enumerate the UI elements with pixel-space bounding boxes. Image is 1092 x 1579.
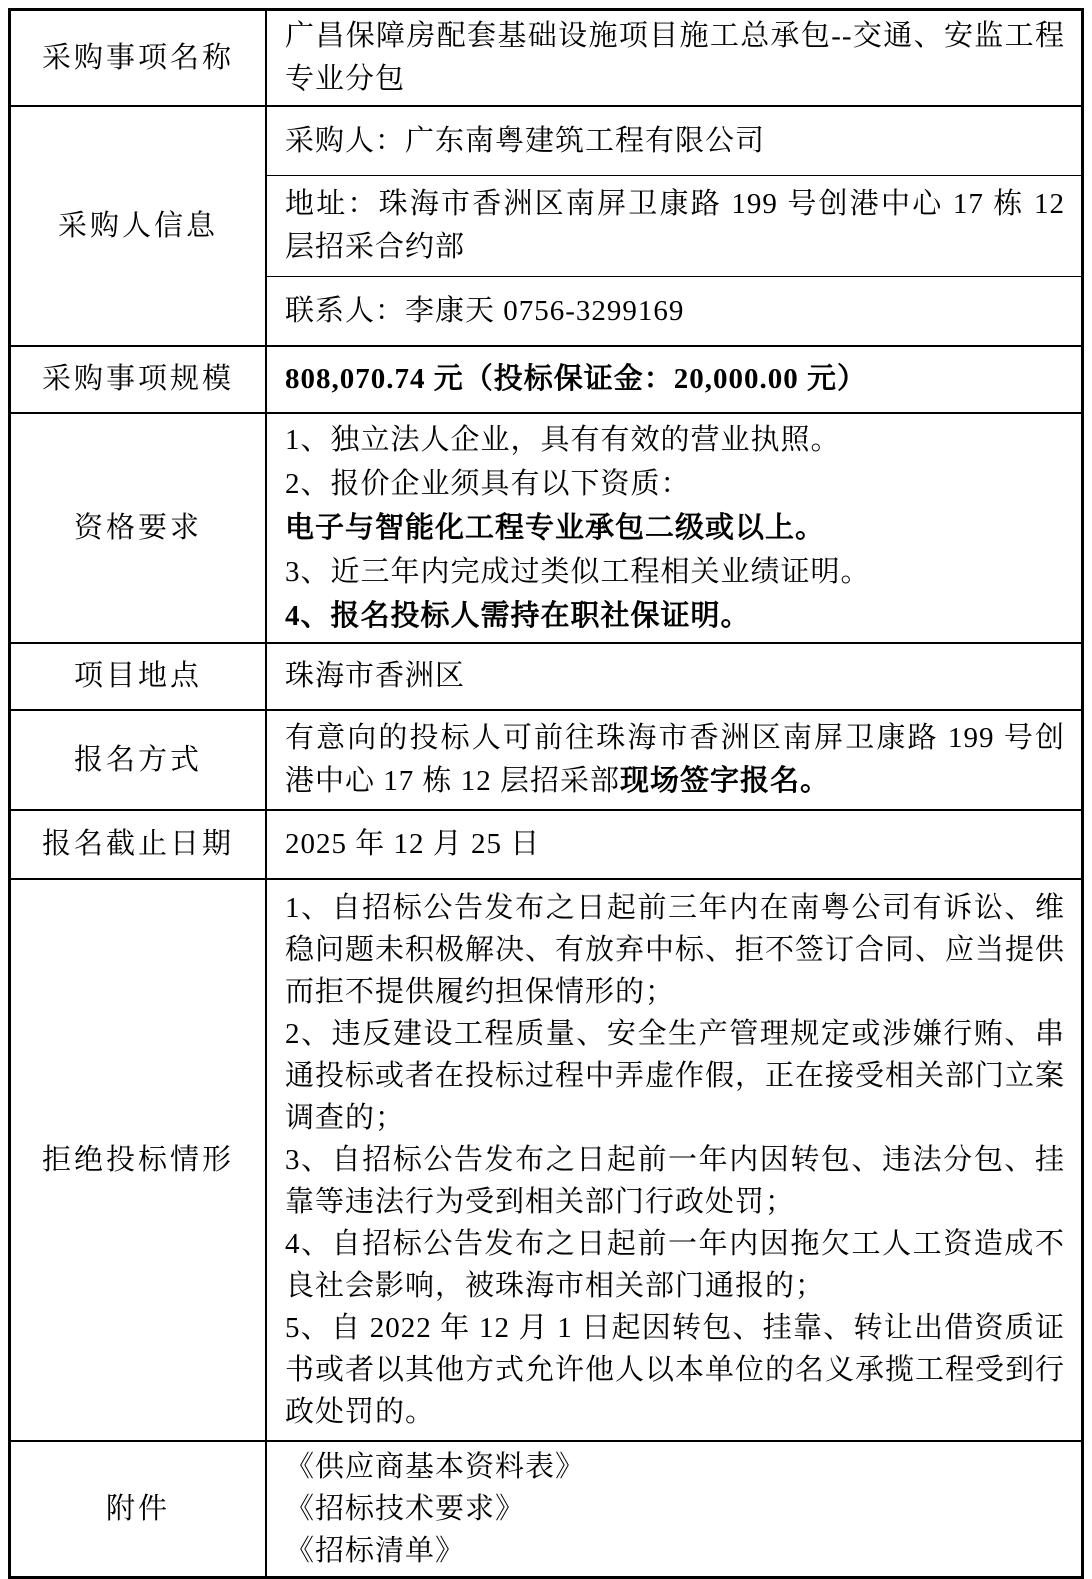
row-location bbox=[10, 643, 1083, 710]
qualification-line-1: 1、独立法人企业，具有有效的营业执照。 bbox=[285, 424, 841, 456]
registration-bold-text: 现场签字报名。 bbox=[620, 765, 831, 797]
location-label: 项目地点 bbox=[10, 643, 267, 710]
row-buyer-info bbox=[10, 106, 1083, 176]
qualification-line-2: 2、报价企业须具有以下资质： bbox=[285, 468, 691, 500]
qualification-line-4: 3、近三年内完成过类似工程相关业绩证明。 bbox=[285, 556, 871, 588]
attachment-item-2: 《招标技术要求》 bbox=[285, 1493, 526, 1525]
rejection-item-5: 5、自 2022 年 12 月 1 日起因转包、挂靠、转让出借资质证书或者以其他方式允许他人以本单位的名义承揽工程受到行政处罚的。 bbox=[285, 1312, 1066, 1428]
row-attachments bbox=[10, 1441, 1083, 1578]
rejection-value bbox=[266, 879, 1083, 1441]
row-registration bbox=[10, 710, 1083, 810]
item-name-label: 采购事项名称 bbox=[10, 10, 267, 107]
attachments-label: 附件 bbox=[10, 1441, 267, 1578]
row-item-name bbox=[10, 10, 1083, 107]
item-name-value: 广昌保障房配套基础设施项目施工总承包--交通、安监工程专业分包 bbox=[266, 10, 1083, 107]
rejection-label: 拒绝投标情形 bbox=[10, 879, 267, 1441]
buyer-address-value: 地址：珠海市香洲区南屏卫康路 199 号创港中心 17 栋 12 层招采合约部 bbox=[266, 176, 1083, 277]
scale-label: 采购事项规模 bbox=[10, 346, 267, 413]
deadline-label: 报名截止日期 bbox=[10, 810, 267, 879]
registration-label: 报名方式 bbox=[10, 710, 267, 810]
qualification-line-3: 电子与智能化工程专业承包二级或以上。 bbox=[285, 512, 826, 544]
qualification-line-5: 4、报名投标人需持在职社保证明。 bbox=[285, 600, 751, 632]
rejection-item-2: 2、违反建设工程质量、安全生产管理规定或涉嫌行贿、串通投标或者在投标过程中弄虚作假，正在接受相关部门立案调查的； bbox=[285, 1018, 1066, 1134]
registration-text: 有意向的投标人可前往珠海市香洲区南屏卫康路 199 号创港中心 17 栋 12 层招采部 bbox=[285, 722, 1065, 797]
rejection-item-3: 3、自招标公告发布之日起前一年内因转包、违法分包、挂靠等违法行为受到相关部门行政处罚； bbox=[285, 1144, 1065, 1218]
attachment-item-3: 《招标清单》 bbox=[285, 1535, 466, 1567]
attachment-item-1: 《供应商基本资料表》 bbox=[285, 1451, 586, 1483]
row-scale bbox=[10, 346, 1083, 413]
row-qualification bbox=[10, 413, 1083, 643]
procurement-notice-table bbox=[8, 8, 1084, 1579]
buyer-info-label: 采购人信息 bbox=[10, 106, 267, 346]
buyer-contact-value: 联系人：李康天 0756-3299169 bbox=[266, 277, 1083, 347]
row-rejection bbox=[10, 879, 1083, 1441]
qualification-value bbox=[266, 413, 1083, 643]
location-value: 珠海市香洲区 bbox=[266, 643, 1083, 710]
scale-value: 808,070.74 元（投标保证金：20,000.00 元） bbox=[266, 346, 1083, 413]
rejection-item-1: 1、自招标公告发布之日起前三年内在南粤公司有诉讼、维稳问题未积极解决、有放弃中标、拒不签订合同、应当提供而拒不提供履约担保情形的； bbox=[285, 892, 1066, 1008]
registration-value bbox=[266, 710, 1083, 810]
attachments-value bbox=[266, 1441, 1083, 1578]
rejection-item-4: 4、自招标公告发布之日起前一年内因拖欠工人工资造成不良社会影响，被珠海市相关部门通报的； bbox=[285, 1228, 1065, 1302]
buyer-name-value: 采购人：广东南粤建筑工程有限公司 bbox=[266, 106, 1083, 176]
row-deadline bbox=[10, 810, 1083, 879]
deadline-value: 2025 年 12 月 25 日 bbox=[266, 810, 1083, 879]
qualification-label: 资格要求 bbox=[10, 413, 267, 643]
